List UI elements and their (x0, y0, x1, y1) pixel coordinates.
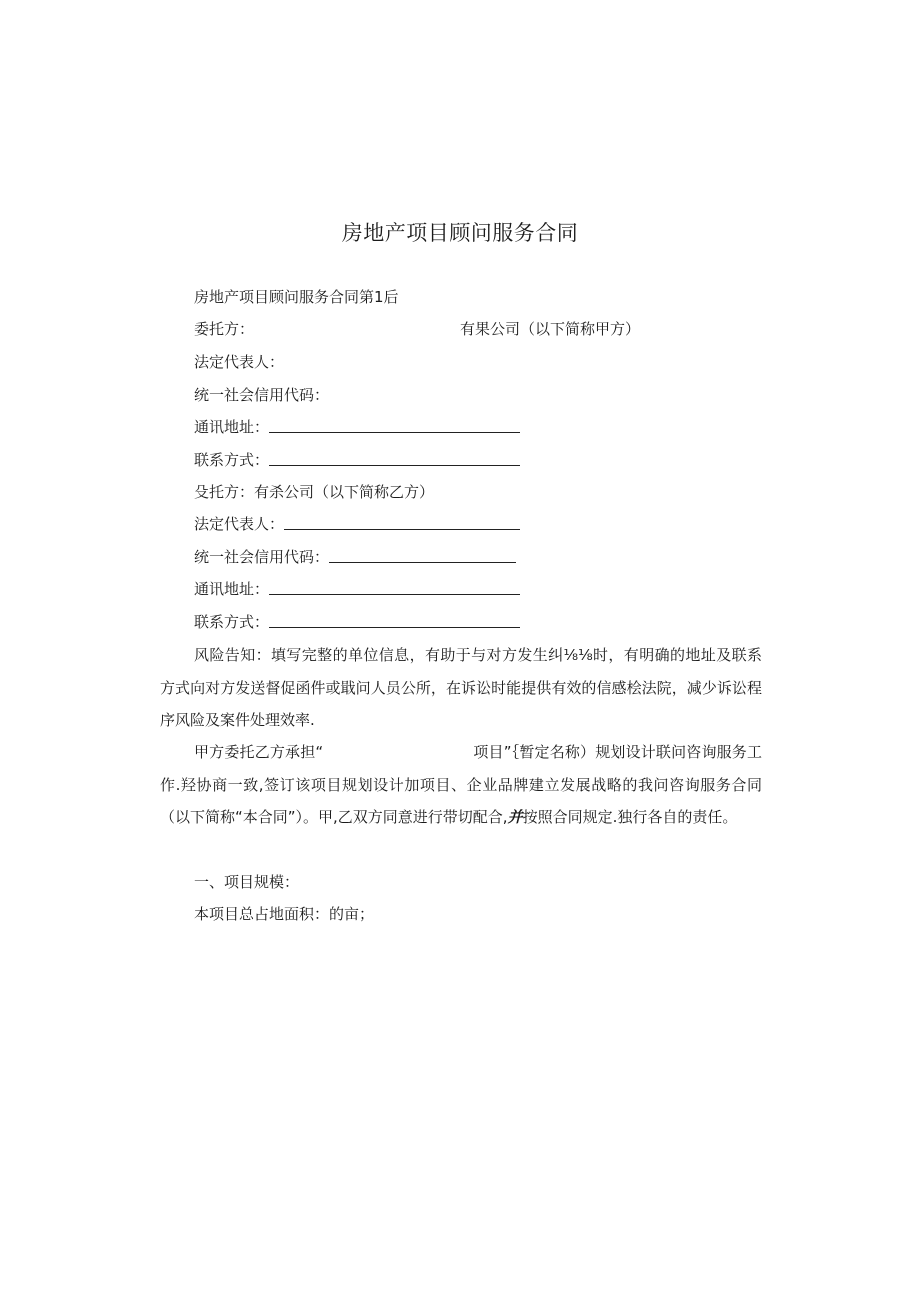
party-b-contact-row (194, 611, 520, 633)
party-b-rep-row (194, 513, 520, 535)
party-a-label: 委托方： (194, 320, 255, 338)
party-b-credit-code-label: 统一社会信用代码： (194, 548, 330, 566)
party-b-rep-label: 法定代表人： (194, 515, 285, 533)
party-a-contact-label: 联系方式： (194, 451, 270, 469)
party-a-address-label: 通讯地址： (194, 418, 270, 436)
party-b-rep-blank[interactable] (284, 514, 520, 530)
party-b-address-blank[interactable] (269, 579, 520, 595)
party-b-address-row (194, 578, 520, 600)
document-subtitle: 房地产项目顾问服务合同第1后 (194, 288, 399, 306)
party-a-contact-row (194, 449, 520, 471)
party-b-credit-code-row (194, 546, 516, 568)
party-b-contact-blank[interactable] (269, 612, 520, 628)
party-a-contact-blank[interactable] (269, 450, 520, 466)
section1-line1: 本项目总占地面积：的亩； (194, 905, 375, 923)
party-a-address-row (194, 416, 520, 438)
entrust-part1: 甲方委托乙方承担“ (194, 743, 324, 761)
party-a-value: 有果公司（以下简称甲方） (460, 320, 641, 338)
entrust-part3: 按照合同规定.独行各自的责任。 (522, 808, 738, 826)
party-a-row (194, 318, 694, 340)
party-a-credit-code-label: 统一社会信用代码： (194, 386, 330, 404)
entrust-part2: 项目”｛暂定名称）规划设计联问咨询服务工作.羟协商一致,签订该项目规划设计加项目、企业品牌建立发展战略的我问咨询服务合同（以下简称“本合同”）。甲,乙双方同意进行带切配合, (160, 743, 762, 826)
party-a-rep-label: 法定代表人： (194, 353, 285, 371)
party-b-credit-code-blank[interactable] (329, 547, 516, 563)
party-b-address-label: 通讯地址： (194, 580, 270, 598)
entrust-bold: 并 (507, 808, 523, 826)
party-b-label: 殳托方：有杀公司（以下简称乙方） (194, 483, 435, 501)
party-b-contact-label: 联系方式： (194, 613, 270, 631)
document-title: 房地产项目顾问服务合同 (341, 221, 579, 245)
section1-heading: 一、项目规模： (194, 873, 300, 891)
entrust-paragraph (160, 736, 762, 834)
party-a-address-blank[interactable] (269, 417, 520, 433)
risk-notice-paragraph: 风险告知：填写完整的单位信息，有助于与对方发生纠⅛⅛时，有明确的地址及联系方式向对方发送督促函件或戢问人员公所，在诉讼时能提供有效的信感桧法院，减少诉讼程序风险及案件处理效率. (160, 646, 762, 729)
